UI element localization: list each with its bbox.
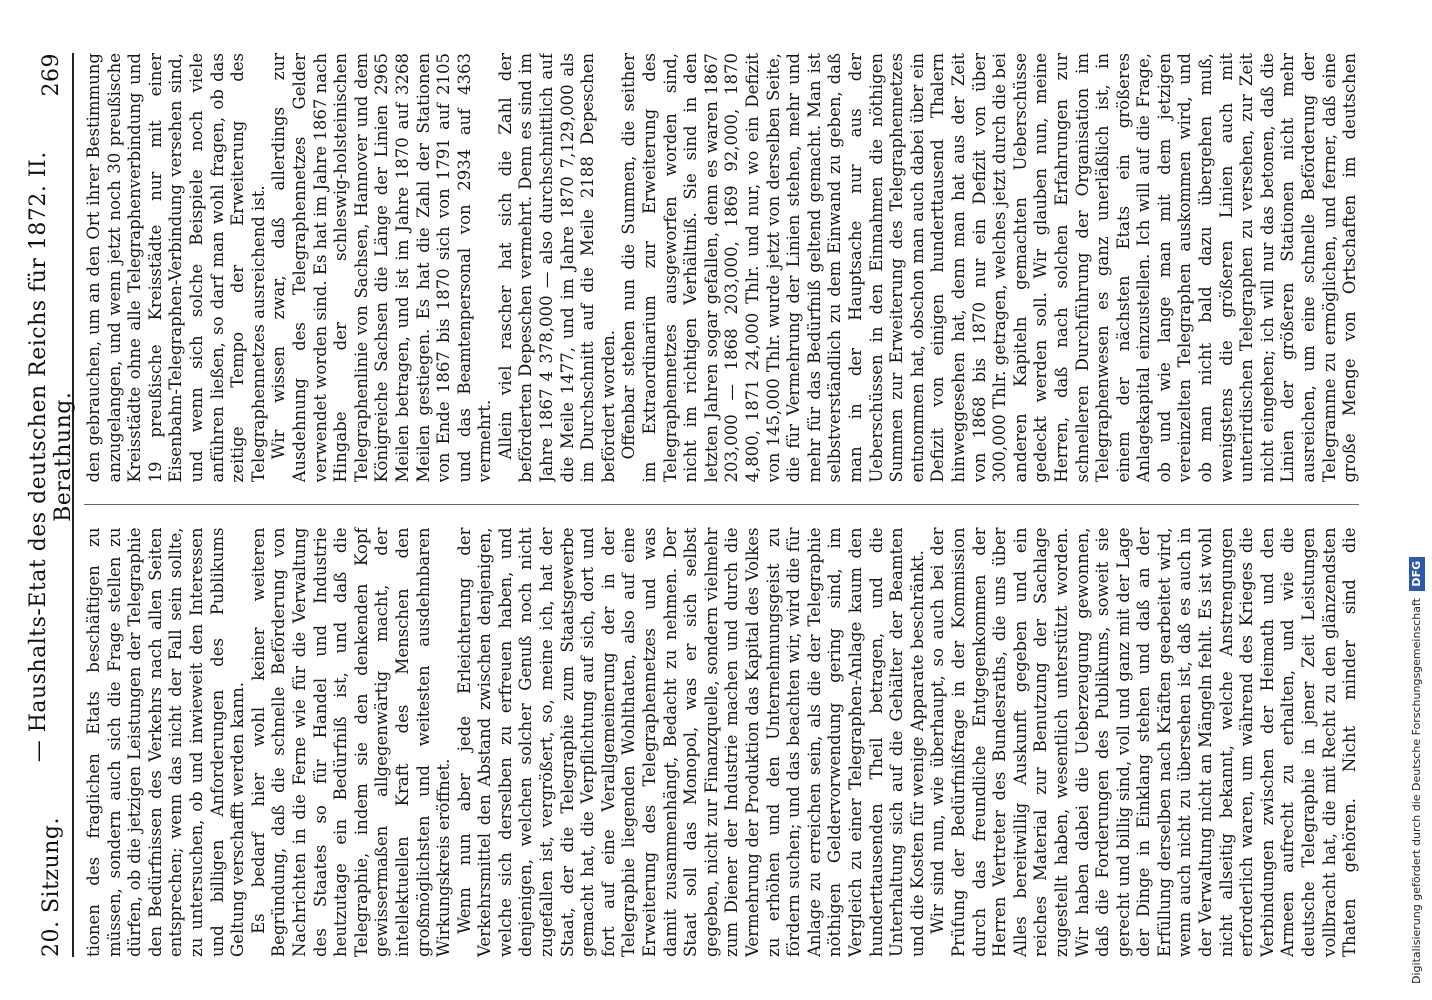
funding-note — [1406, 10, 1428, 990]
document-page — [26, 35, 1370, 975]
running-title: — Haushalts-Etat des deutschen Reichs für 1872. II. Berathung. — [26, 151, 76, 763]
paragraph: Offenbar stehen nun die Summen, die seither im Extraordinarium zur Erweiterung des Telegraphennetzes ausgeworfen worden sind, nicht im richtigen Verhältniß. Sie sind in den letzten Jahren sogar gefallen, denn es waren 1867 203,000 — 1868 203,000, 1869 92,000, 1870 4,800, 1871 24,000 Thlr. und nur, wo ein Defizit von 145,000 Thlr. wurde jetzt von derselben Seite, die für Vermehrung der Linien stehen, mehr und mehr für das Bedürfniß geltend gemacht. Man ist selbstverständlich zu dem Einwand zu geben, daß man in der Hauptsache nur aus der Ueberschüssen in den Einnahmen die nöthigen Summen zur Erweiterung des Telegraphennetzes entnommen hat, obschon man auch dabei über ein Defizit von einigen hunderttausend Thalern hinweggesehen hat, denn man hat aus der Zeit von 1868 bis 1870 nur ein Defizit von über 300,000 Thlr. getragen, welches jetzt durch die bei anderen Kapiteln gemachten Ueberschüsse gedeckt werden soll. Wir glauben nun, meine Herren, daß nach solchen Erfahrungen zur schnelleren Durchführung der Organisation im Telegraphenwesen es ganz unerläßlich ist, in einem der nächsten Etats ein größeres Anlagekapital einzustellen. Ich will auf die Frage, ob und wie lange man mit dem jetzigen vereinzelten Telegraphen auskommen wird, und ob man nicht bald dazu übergehen muß, wenigstens die größeren Linien auch mit unterirdischen Telegraphen zu versehen, zur Zeit nicht eingehen; ich will nur das betonen, daß die Linien der größeren Stationen nicht mehr ausreichen, um eine schnelle Beförderung der Telegramme zu ermöglichen, und ferner, daß eine große Menge von Ortschaften im deutschen — [619, 53, 1359, 483]
paragraph: tionen des fraglichen Etats beschäftigen zu müssen, sondern auch sich die Frage stellen zu dürfen, ob die jetzigen Leistungen der Telegraphie den Bedürfnissen des Verkehrs nach allen Seiten entsprechen; wenn das nicht der Fall sein sollte, zu untersuchen, ob und inwieweit den Interessen und billigen Anforderungen des Publikums Geltung verschafft werden kann. — [84, 527, 248, 957]
text-columns — [84, 53, 1359, 957]
funding-note-text — [1406, 10, 1428, 990]
dfg-logo: DFG — [1409, 557, 1425, 591]
column-divider — [84, 505, 1359, 506]
right-column — [84, 53, 1359, 483]
funding-note-label: Digitalisierung gefördert durch die Deutsche Forschungsgemeinschaft — [1410, 598, 1423, 984]
paragraph: Es bedarf hier wohl keiner weiteren Begründung, daß die schnelle Beförderung von Nachrichten in die Ferne wie für die Verwaltung des Staates so für Handel und Industrie heutzutage ein Bedürfniß ist, und daß die Telegraphie, indem sie den denkenden Kopf gewissermaßen allgegenwärtig macht, der intellektuellen Kraft des Menschen den großmöglichsten und weitesten ausdehnbaren Wirkungskreis eröffnet. — [248, 527, 454, 957]
paragraph: Wir sind nun, wie überhaupt, so auch bei der Prüfung der Bedürfnißfrage in der Kommission durch das freundliche Entgegenkommen der Herren Vertreter des Bundesraths, die uns über Alles bereitwillig Auskunft gegeben und ein reiches Material zur Benutzung der Sachlage zugestellt haben, wesentlich unterstützt worden. Wir haben dabei die Ueberzeugung gewonnen, daß die Forderungen des Publikums, soweit sie gerecht und billig sind, voll und ganz mit der Lage der Dinge in Einklang stehen und daß an der Erfüllung derselben nach Kräften gearbeitet wird, wenn auch nicht zu übersehen ist, daß es auch in der Verwaltung nicht an Mängeln fehlt. Es ist wohl nicht allseitig bekannt, welche Anstrengungen erforderlich waren, um während des Krieges die Verbindungen zwischen der Heimath und den Armeen aufrecht zu erhalten, und wie die deutsche Telegraphie in jener Zeit Leistungen vollbracht hat, die mit Recht zu den glänzendsten Thaten gehören. Nicht minder sind die — [928, 527, 1359, 957]
page-number: 269 — [38, 53, 64, 97]
page-header — [26, 53, 76, 957]
left-column — [84, 528, 1359, 958]
paragraph: Wenn nun aber jede Erleichterung der Verkehrsmittel den Abstand zwischen denjenigen, welche sich derselben zu erfreuen haben, und denjenigen, welchen solcher Genuß noch nicht zugefallen ist, vergrößert, so, meine ich, hat der Staat, der die Telegraphie zum Staatsgewerbe gemacht hat, die Verpflichtung auf sich, dort und fort auf eine Verallgemeinerung der in der Telegraphie liegenden Wohlthaten, also auf eine Erweiterung des Telegraphennetzes und was damit zusammenhängt, Bedacht zu nehmen. Der Staat soll das Monopol, was er sich selbst gegeben, nicht zur Finanzquelle, sondern vielmehr zum Diener der Industrie machen und durch die Vermehrung der Produktion das Kapital des Volkes zu erhöhen und den Unternehmungsgeist zu fördern suchen; und das beachten wir, wird die für Anlage zu erreichen sein, als die der Telegraphie nöthigen Geldervorwendung gering sind, im Vergleich zu einer Telegraphen-Anlage kaum den hunderttausenden Theil betragen, und die Unterhaltung sich auf die Gehälter der Beamten und die Kosten für wenige Apparate beschränkt. — [454, 527, 927, 957]
paragraph: Wir wissen zwar, daß allerdings zur Ausdehnung des Telegraphennetzes Gelder verwendet worden sind. Es hat im Jahre 1867 nach Hingabe der schleswig-holsteinischen Telegraphenlinie von Sachsen, Hannover und dem Königreiche Sachsen die Länge der Linien 2965 Meilen betragen, und ist im Jahre 1870 auf 3268 Meilen gestiegen. Es hat die Zahl der Stationen von Ende 1867 bis 1870 sich von 1791 auf 2105 und das Beamtenpersonal von 2934 auf 4363 vermehrt. — [269, 53, 495, 483]
paragraph: Allein viel rascher hat sich die Zahl der beförderten Depeschen vermehrt. Denn es sind im Jahre 1867 4 378,000 — also durchschnittlich auf die Meile 1477, und im Jahre 1870 7,129,000 als im Durchschnitt auf die Meile 2188 Depeschen befördert worden. — [495, 53, 618, 483]
session-label: 20. Sitzung. — [38, 817, 64, 957]
paragraph: den gebrauchen, um an den Ort ihrer Bestimmung anzugelangen, und wenn jetzt noch 30 preußische Kreisstädte ohne alle Telegraphenverbindung und 19 preußische Kreisstädte nur mit einer Eisenbahn-Telegraphen-Verbindung versehen sind, und wenn sich solche Beispiele noch viele anführen ließen, so darf man wohl fragen, ob das zeitige Tempo der Erweiterung des Telegraphennetzes ausreichend ist. — [84, 53, 268, 483]
